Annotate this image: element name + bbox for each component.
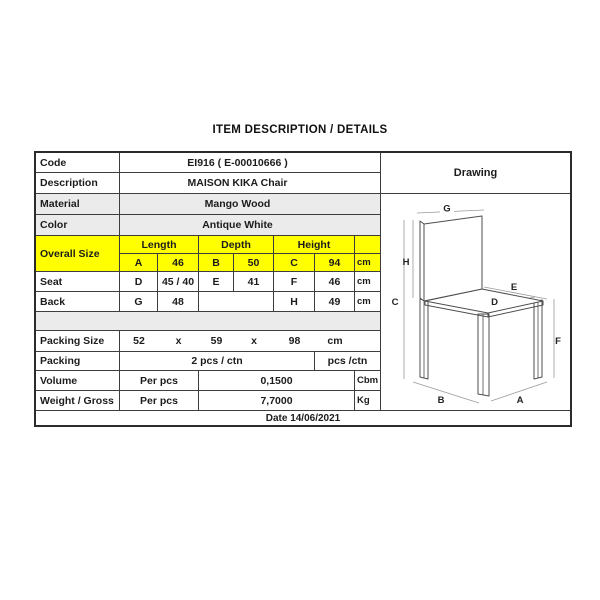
seat-code-f: F: [274, 272, 315, 291]
packing-size-unit: cm: [327, 335, 343, 347]
seat-label: Seat: [36, 272, 120, 291]
description-label: Description: [36, 173, 120, 193]
spec-table: [34, 151, 572, 427]
overall-size-values: [120, 254, 380, 271]
seat-code-d: D: [120, 272, 158, 291]
dim-label-e: E: [510, 282, 518, 293]
code-label: Code: [36, 153, 120, 172]
dim-label-g: G: [443, 203, 451, 215]
dim-label-b: B: [437, 395, 445, 406]
overall-size-grid: [120, 236, 380, 271]
overall-code-a: A: [120, 254, 158, 271]
spec-columns: [36, 153, 381, 410]
header-depth: Depth: [199, 236, 274, 253]
dim-label-c: C: [391, 297, 399, 308]
overall-val-b: 50: [234, 254, 274, 271]
chair-backrest: [424, 216, 482, 301]
overall-size-label: Overall Size: [36, 236, 120, 271]
row-back: [36, 292, 380, 312]
dim-label-d: D: [491, 297, 498, 308]
row-code: [36, 153, 380, 173]
dim-label-a: A: [516, 395, 524, 406]
packing-size-sep1: x: [175, 335, 182, 347]
weight-label: Weight / Gross: [36, 391, 120, 410]
description-value: MAISON KIKA Chair: [187, 177, 288, 189]
chair-backrest-side: [420, 221, 424, 301]
chair-drawing: [381, 194, 570, 410]
back-label: Back: [36, 292, 120, 311]
seat-code-e: E: [199, 272, 234, 291]
seat-val-d: 45 / 40: [158, 272, 199, 291]
row-packing: [36, 352, 380, 371]
spacer-cell: [36, 312, 380, 330]
back-code-g: G: [120, 292, 158, 311]
overall-size-headers: [120, 236, 380, 254]
weight-value: 7,7000: [199, 391, 355, 410]
table-main: [36, 153, 570, 410]
packing-size-h: 98: [288, 335, 301, 347]
volume-unit: Cbm: [357, 375, 379, 386]
header-length: Length: [120, 236, 199, 253]
code-filler: [355, 153, 380, 172]
packing-size-sep2: x: [251, 335, 257, 347]
row-material: [36, 194, 380, 215]
material-filler: [355, 194, 380, 214]
dim-label-f: F: [555, 336, 561, 347]
packing-size-filler: [355, 331, 380, 351]
row-weight: [36, 391, 380, 410]
back-unit: cm: [357, 296, 371, 307]
color-label: Color: [36, 215, 120, 235]
header-unit-filler: [355, 236, 380, 253]
weight-basis: Per pcs: [120, 391, 199, 410]
volume-basis: Per pcs: [120, 371, 199, 390]
packing-size-w: 52: [133, 335, 145, 347]
back-val-h: 49: [315, 292, 355, 311]
header-height: Height: [274, 236, 355, 253]
weight-unit: Kg: [357, 395, 370, 406]
back-val-g: 48: [158, 292, 199, 311]
row-overall-size: [36, 236, 380, 272]
overall-code-c: C: [274, 254, 315, 271]
overall-code-b: B: [199, 254, 234, 271]
row-description: [36, 173, 380, 194]
packing-size-d: 59: [210, 335, 223, 347]
seat-val-e: 41: [234, 272, 274, 291]
volume-value: 0,1500: [199, 371, 355, 390]
dim-line-b: [413, 382, 479, 403]
row-seat: [36, 272, 380, 292]
color-value: Antique White: [202, 219, 273, 231]
packing-size-label: Packing Size: [36, 331, 120, 351]
seat-unit: cm: [357, 276, 371, 287]
description-filler: [355, 173, 380, 193]
volume-label: Volume: [36, 371, 120, 390]
seat-val-f: 46: [315, 272, 355, 291]
packing-value: 2 pcs / ctn: [120, 352, 315, 370]
color-filler: [355, 215, 380, 235]
chair-outline: [420, 216, 543, 396]
overall-val-c: 94: [315, 254, 355, 271]
back-code-h: H: [274, 292, 315, 311]
overall-unit: cm: [357, 257, 371, 268]
page-title: ITEM DESCRIPTION / DETAILS: [212, 124, 388, 136]
date-text: Date 14/06/2021: [265, 412, 341, 424]
row-volume: [36, 371, 380, 391]
dim-label-h: H: [402, 257, 410, 268]
overall-val-a: 46: [158, 254, 199, 271]
drawing-column: [381, 153, 570, 410]
row-spacer: [36, 312, 380, 331]
packing-unit: pcs /ctn: [327, 355, 368, 367]
row-packing-size: [36, 331, 380, 352]
material-label: Material: [36, 194, 120, 214]
drawing-header: Drawing: [381, 153, 570, 194]
chair-front-leg: [478, 314, 489, 396]
back-empty: [199, 292, 274, 311]
date-row: [36, 410, 570, 425]
drawing-body: [381, 194, 570, 410]
row-color: [36, 215, 380, 236]
packing-label: Packing: [36, 352, 120, 370]
code-value: EI916 ( E-00010666 ): [187, 156, 288, 169]
material-value: Mango Wood: [204, 198, 271, 210]
